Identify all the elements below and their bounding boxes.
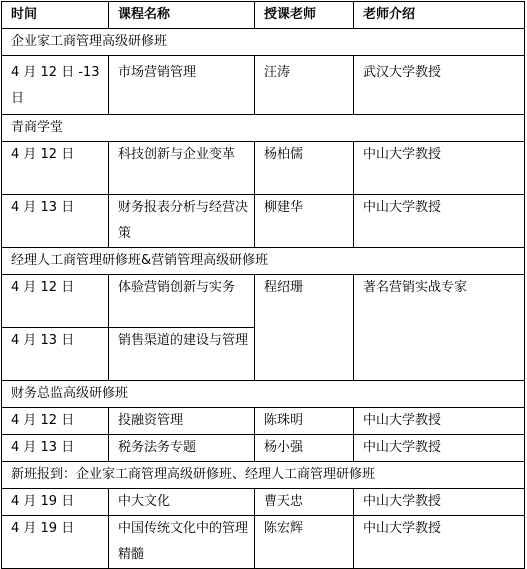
section-title: 企业家工商管理高级研修班: [2, 29, 525, 56]
section-title: 新班报到：企业家工商管理高级研修班、经理人工商管理研修班: [2, 462, 525, 489]
section-title: 财务总监高级研修班: [2, 381, 525, 408]
cell-intro: 中山大学教授: [354, 435, 525, 462]
section-row: [2, 462, 525, 489]
cell-time: 4 月 19 日: [2, 516, 109, 569]
cell-course: 体验营销创新与实务: [109, 275, 255, 328]
cell-teacher: 汪涛: [255, 56, 354, 115]
cell-intro: 中山大学教授: [354, 195, 525, 248]
cell-time: 4 月 13 日: [2, 435, 109, 462]
cell-teacher: 陈珠明: [255, 408, 354, 435]
cell-course: 中国传统文化中的管理精髓: [109, 516, 255, 569]
section-title: 青商学堂: [2, 115, 525, 142]
header-time: 时间: [2, 2, 109, 29]
table-row: [2, 56, 525, 115]
header-teacher: 授课老师: [255, 2, 354, 29]
table-header-row: [2, 2, 525, 29]
section-row: [2, 115, 525, 142]
cell-course: 科技创新与企业变革: [109, 142, 255, 195]
cell-intro: 著名营销实战专家: [354, 275, 525, 381]
cell-time: 4 月 13 日: [2, 328, 109, 381]
course-schedule-table: [1, 1, 525, 569]
cell-teacher: 陈宏辉: [255, 516, 354, 569]
cell-course: 中大文化: [109, 489, 255, 516]
cell-time: 4 月 12 日: [2, 275, 109, 328]
cell-course: 投融资管理: [109, 408, 255, 435]
cell-intro: 武汉大学教授: [354, 56, 525, 115]
section-row: [2, 29, 525, 56]
cell-teacher: 程绍珊: [255, 275, 354, 381]
section-row: [2, 381, 525, 408]
table-row: [2, 489, 525, 516]
cell-course: 销售渠道的建设与管理: [109, 328, 255, 381]
cell-intro: 中山大学教授: [354, 142, 525, 195]
header-course: 课程名称: [109, 2, 255, 29]
cell-teacher: 曹天忠: [255, 489, 354, 516]
cell-time: 4 月 19 日: [2, 489, 109, 516]
cell-time: 4 月 12 日: [2, 408, 109, 435]
table-row: [2, 142, 525, 195]
cell-intro: 中山大学教授: [354, 489, 525, 516]
cell-teacher: 杨柏儒: [255, 142, 354, 195]
cell-intro: 中山大学教授: [354, 408, 525, 435]
section-row: [2, 248, 525, 275]
cell-time: 4 月 12 日 -13 日: [2, 56, 109, 115]
table-row: [2, 516, 525, 569]
cell-course: 财务报表分析与经营决策: [109, 195, 255, 248]
cell-time: 4 月 12 日: [2, 142, 109, 195]
cell-course: 税务法务专题: [109, 435, 255, 462]
cell-course: 市场营销管理: [109, 56, 255, 115]
table-row: [2, 408, 525, 435]
table-row: [2, 435, 525, 462]
cell-teacher: 杨小强: [255, 435, 354, 462]
cell-time: 4 月 13 日: [2, 195, 109, 248]
cell-teacher: 柳建华: [255, 195, 354, 248]
course-schedule-document: [1, 1, 525, 569]
header-intro: 老师介绍: [354, 2, 525, 29]
cell-intro: 中山大学教授: [354, 516, 525, 569]
table-row: [2, 275, 525, 328]
table-row: [2, 195, 525, 248]
section-title: 经理人工商管理研修班&营销管理高级研修班: [2, 248, 525, 275]
